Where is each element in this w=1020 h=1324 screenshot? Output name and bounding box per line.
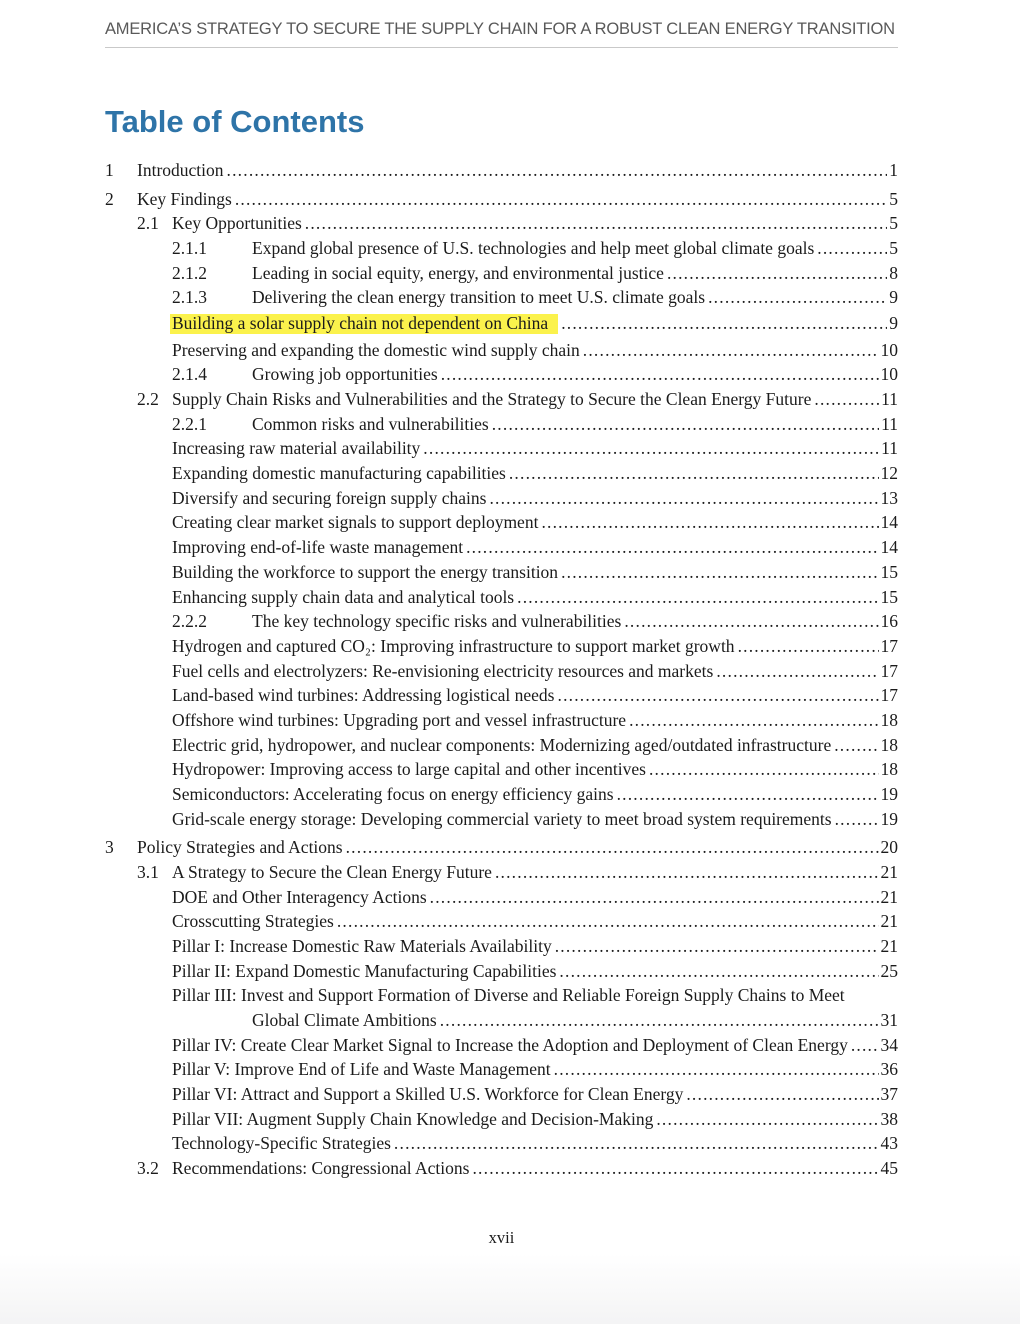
- toc-entry[interactable]: [105, 960, 898, 981]
- toc-entry[interactable]: [105, 289, 898, 307]
- dot-leader: [227, 162, 888, 180]
- toc-entry-page: 21: [880, 911, 898, 932]
- toc-entry-page: 14: [880, 512, 898, 533]
- toc-entry-title: Key Findings: [137, 188, 232, 209]
- toc-entry-title: Growing job opportunities: [252, 364, 438, 385]
- toc-entry-page: 31: [880, 1010, 898, 1030]
- toc-entry-page: 10: [880, 364, 898, 385]
- toc-entry-page: 15: [880, 561, 898, 582]
- toc-entry[interactable]: [105, 660, 898, 681]
- dot-leader: [561, 315, 887, 333]
- toc-entry-page: 45: [880, 1158, 898, 1179]
- dot-leader: [472, 1160, 878, 1178]
- toc-entry-title: Preserving and expanding the domestic wind supply chain: [172, 339, 580, 360]
- dot-leader: [649, 761, 879, 779]
- toc-entry[interactable]: [105, 786, 898, 804]
- toc-entry-title: The key technology specific risks and vulnerabilities: [252, 611, 622, 632]
- toc-entry[interactable]: [105, 586, 898, 607]
- toc-entry-page: 34: [880, 1034, 898, 1055]
- toc-entry-page: 9: [889, 287, 898, 308]
- dot-leader: [656, 1111, 878, 1129]
- toc-entry-title: Pillar VII: Augment Supply Chain Knowledge and Decision-Making: [172, 1108, 654, 1129]
- toc-entry-title: Grid-scale energy storage: Developing commercial variety to meet broad system requirements: [172, 808, 832, 829]
- dot-leader: [492, 416, 879, 434]
- dot-leader: [583, 342, 879, 360]
- toc-entry[interactable]: [105, 734, 898, 755]
- toc-entry-number: 2.2.1: [172, 413, 207, 434]
- toc-entry-title: Pillar I: Increase Domestic Raw Materials Availability: [172, 935, 552, 956]
- toc-entry[interactable]: [105, 808, 898, 829]
- toc-entry-title: Key Opportunities: [172, 213, 302, 234]
- toc-entry-title: Semiconductors: Accelerating focus on energy efficiency gains: [172, 784, 614, 804]
- toc-entry[interactable]: [105, 487, 898, 508]
- dot-leader: [834, 737, 878, 755]
- toc-entry-page: 1: [889, 160, 898, 180]
- toc-entry-title: Technology-Specific Strategies: [172, 1133, 391, 1154]
- toc-entry-title: Delivering the clean energy transition to meet U.S. climate goals: [252, 287, 706, 308]
- toc-entry[interactable]: [105, 613, 898, 631]
- dot-leader: [624, 613, 878, 631]
- toc-entry-page: 19: [880, 784, 898, 804]
- toc-entry-title: Building the workforce to support the energy transition: [172, 561, 559, 582]
- toc-entry-number: 3.2: [137, 1158, 159, 1179]
- page-bottom-shade: [0, 1254, 1020, 1324]
- toc-entry-number: 2.1: [137, 213, 159, 234]
- toc-entry-title: Improving end-of-life waste management: [172, 537, 464, 558]
- toc-entry-number: 2: [105, 188, 114, 209]
- toc-entry-page: 13: [880, 487, 898, 508]
- dot-leader: [440, 1012, 879, 1030]
- toc-entry-title: Increasing raw material availability: [172, 438, 421, 459]
- toc-entry-title: Fuel cells and electrolyzers: Re-envisioning electricity resources and markets: [172, 660, 714, 681]
- toc-list: [105, 162, 898, 1178]
- dot-leader: [441, 366, 879, 384]
- dot-leader: [561, 564, 878, 582]
- toc-entry-title: Leading in social equity, energy, and environmental justice: [252, 262, 664, 283]
- dot-leader: [835, 811, 879, 829]
- toc-entry-page: 17: [880, 685, 898, 706]
- toc-entry-title: Pillar VI: Attract and Support a Skilled U.S. Workforce for Clean Energy: [172, 1084, 684, 1105]
- toc-entry[interactable]: [105, 886, 898, 907]
- dot-leader: [495, 864, 879, 882]
- toc-entry[interactable]: [105, 687, 898, 705]
- toc-entry-title: Diversify and securing foreign supply chains: [172, 487, 487, 508]
- toc-entry-page: 25: [880, 960, 898, 981]
- toc-entry-number: 2.1.3: [172, 287, 207, 308]
- dot-leader: [814, 391, 879, 409]
- toc-entry-page: 5: [889, 237, 898, 258]
- toc-entry-page: 11: [881, 413, 898, 434]
- toc-entry[interactable]: [105, 561, 898, 582]
- toc-entry-page: 19: [880, 808, 898, 829]
- toc-entry-page: 12: [880, 463, 898, 484]
- toc-entry[interactable]: [105, 314, 898, 335]
- toc-entry-title: Expanding domestic manufacturing capabilities: [172, 463, 506, 484]
- toc-entry-page: 21: [880, 861, 898, 882]
- toc-entry-page: 5: [889, 188, 898, 209]
- toc-entry-page: 17: [880, 660, 898, 681]
- dot-leader: [489, 490, 878, 508]
- toc-entry-page: 36: [880, 1059, 898, 1080]
- toc-entry[interactable]: [105, 1012, 898, 1030]
- toc-entry[interactable]: [105, 635, 898, 656]
- dot-leader: [430, 889, 879, 907]
- toc-entry-page: 38: [880, 1108, 898, 1129]
- dot-leader: [394, 1135, 879, 1153]
- running-header: [105, 20, 898, 48]
- toc-entry-page: 16: [880, 611, 898, 632]
- toc-entry[interactable]: [105, 339, 898, 360]
- toc-entry-title: Pillar III: Invest and Support Formation of Diverse and Reliable Foreign Supply Chains to Meet: [172, 985, 845, 1006]
- toc-entry-page: 20: [880, 837, 898, 858]
- toc-entry[interactable]: [105, 237, 898, 258]
- toc-entry[interactable]: [105, 709, 898, 730]
- toc-entry-title: Hydrogen and captured CO₂: Improving infrastructure to support market growth: [172, 635, 735, 656]
- toc-entry-page: 15: [880, 586, 898, 607]
- dot-leader: [554, 1061, 879, 1079]
- toc-entry[interactable]: [105, 440, 898, 458]
- toc-entry[interactable]: [105, 987, 898, 1005]
- toc-entry-page: 5: [889, 213, 898, 234]
- toc-entry-number: 2.1.4: [172, 364, 207, 385]
- dot-leader: [541, 514, 878, 532]
- dot-leader: [708, 289, 887, 307]
- toc-title: Table of Contents: [105, 104, 365, 139]
- dot-leader: [423, 440, 879, 458]
- toc-entry-number: 1: [105, 160, 114, 180]
- toc-entry[interactable]: [105, 465, 898, 483]
- toc-entry[interactable]: [105, 1160, 898, 1178]
- toc-entry-title: Common risks and vulnerabilities: [252, 413, 489, 434]
- toc-entry[interactable]: [105, 539, 898, 557]
- dot-leader: [667, 265, 887, 283]
- toc-entry-title: Pillar IV: Create Clear Market Signal to Increase the Adoption and Deployment of Clean Energy: [172, 1034, 848, 1055]
- toc-entry-title: Recommendations: Congressional Actions: [172, 1158, 470, 1179]
- toc-entry[interactable]: [105, 935, 898, 956]
- toc-entry[interactable]: [105, 413, 898, 434]
- toc-entry-title: DOE and Other Interagency Actions: [172, 886, 427, 907]
- toc-entry-title: Land-based wind turbines: Addressing logistical needs: [172, 685, 555, 706]
- toc-entry[interactable]: [105, 366, 898, 384]
- toc-entry-page: 18: [880, 734, 898, 755]
- toc-entry-title: Expand global presence of U.S. technologies and help meet global climate goals: [252, 237, 815, 258]
- dot-leader: [235, 191, 887, 209]
- toc-entry-title: Crosscutting Strategies: [172, 911, 334, 932]
- toc-entry-title-highlighted: Building a solar supply chain not dependent on China: [170, 314, 558, 335]
- toc-entry[interactable]: [105, 913, 898, 931]
- dot-leader: [617, 786, 879, 804]
- toc-entry[interactable]: [105, 1135, 898, 1153]
- dot-leader: [509, 465, 879, 483]
- toc-entry[interactable]: [105, 1061, 898, 1079]
- toc-entry[interactable]: [105, 1086, 898, 1104]
- toc-entry-page: 21: [880, 935, 898, 956]
- toc-entry-page: 18: [880, 709, 898, 730]
- toc-entry[interactable]: [105, 1034, 898, 1055]
- page-number: xvii: [488, 1228, 515, 1247]
- toc-entry-title: Global Climate Ambitions: [252, 1010, 437, 1030]
- toc-entry-number: 3.1: [137, 861, 159, 882]
- toc-entry-number: 3: [105, 837, 114, 858]
- toc-entry-title: Electric grid, hydropower, and nuclear components: Modernizing aged/outdated infrastructure: [172, 734, 832, 755]
- dot-leader: [346, 839, 879, 857]
- dot-leader: [305, 215, 887, 233]
- dot-leader: [558, 687, 879, 705]
- toc-entry[interactable]: [105, 1108, 898, 1129]
- toc-entry-title: Pillar V: Improve End of Life and Waste Management: [172, 1059, 551, 1080]
- toc-entry-page: 11: [881, 389, 898, 409]
- dot-leader: [817, 240, 887, 258]
- toc-entry-title: Policy Strategies and Actions: [137, 837, 343, 858]
- toc-entry-page: 43: [880, 1133, 898, 1154]
- toc-entry-page: 10: [880, 339, 898, 360]
- dot-leader: [555, 938, 879, 956]
- toc-entry-title: Creating clear market signals to support deployment: [172, 512, 539, 533]
- dot-leader: [851, 1037, 879, 1055]
- toc-entry-number: 2.1.2: [172, 262, 207, 283]
- toc-entry-title: Hydropower: Improving access to large capital and other incentives: [172, 759, 646, 780]
- dot-leader: [466, 539, 878, 557]
- toc-entry-title: Pillar II: Expand Domestic Manufacturing Capabilities: [172, 960, 557, 981]
- toc-entry-page: 11: [881, 438, 898, 459]
- toc-entry[interactable]: [105, 391, 898, 409]
- toc-entry-title: A Strategy to Secure the Clean Energy Future: [172, 861, 492, 882]
- dot-leader: [686, 1086, 878, 1104]
- toc-entry-number: 2.2: [137, 389, 159, 409]
- dot-leader: [517, 589, 878, 607]
- toc-entry[interactable]: [105, 761, 898, 779]
- toc-entry-number: 2.2.2: [172, 611, 207, 632]
- running-header-text: AMERICA’S STRATEGY TO SECURE THE SUPPLY CHAIN FOR A ROBUST CLEAN ENERGY TRANSITION: [105, 20, 895, 38]
- dot-leader: [337, 913, 879, 931]
- toc-entry[interactable]: [105, 514, 898, 532]
- toc-entry-title: Offshore wind turbines: Upgrading port and vessel infrastructure: [172, 709, 627, 730]
- toc-entry-page: 37: [880, 1084, 898, 1105]
- toc-entry[interactable]: [105, 188, 898, 209]
- toc-entry-title: Enhancing supply chain data and analytical tools: [172, 586, 515, 607]
- toc-entry[interactable]: [105, 839, 898, 857]
- toc-entry-title: Supply Chain Risks and Vulnerabilities and the Strategy to Secure the Clean Energy Future: [172, 389, 812, 409]
- toc-entry-page: 18: [880, 759, 898, 780]
- toc-entry-page: 17: [880, 635, 898, 656]
- toc-entry-number: 2.1.1: [172, 237, 207, 258]
- toc-entry[interactable]: [105, 162, 898, 180]
- dot-leader: [629, 712, 878, 730]
- dot-leader: [559, 963, 878, 981]
- toc-entry-page: 21: [880, 886, 898, 907]
- toc-entry-title: Introduction: [137, 160, 224, 180]
- toc-entry[interactable]: [105, 861, 898, 882]
- dot-leader: [716, 663, 878, 681]
- toc-entry-page: 14: [880, 537, 898, 558]
- toc-entry[interactable]: [105, 215, 898, 233]
- toc-entry-page: 9: [889, 312, 898, 333]
- toc-entry-page: 8: [889, 262, 898, 283]
- dot-leader: [738, 638, 879, 656]
- toc-entry[interactable]: [105, 262, 898, 283]
